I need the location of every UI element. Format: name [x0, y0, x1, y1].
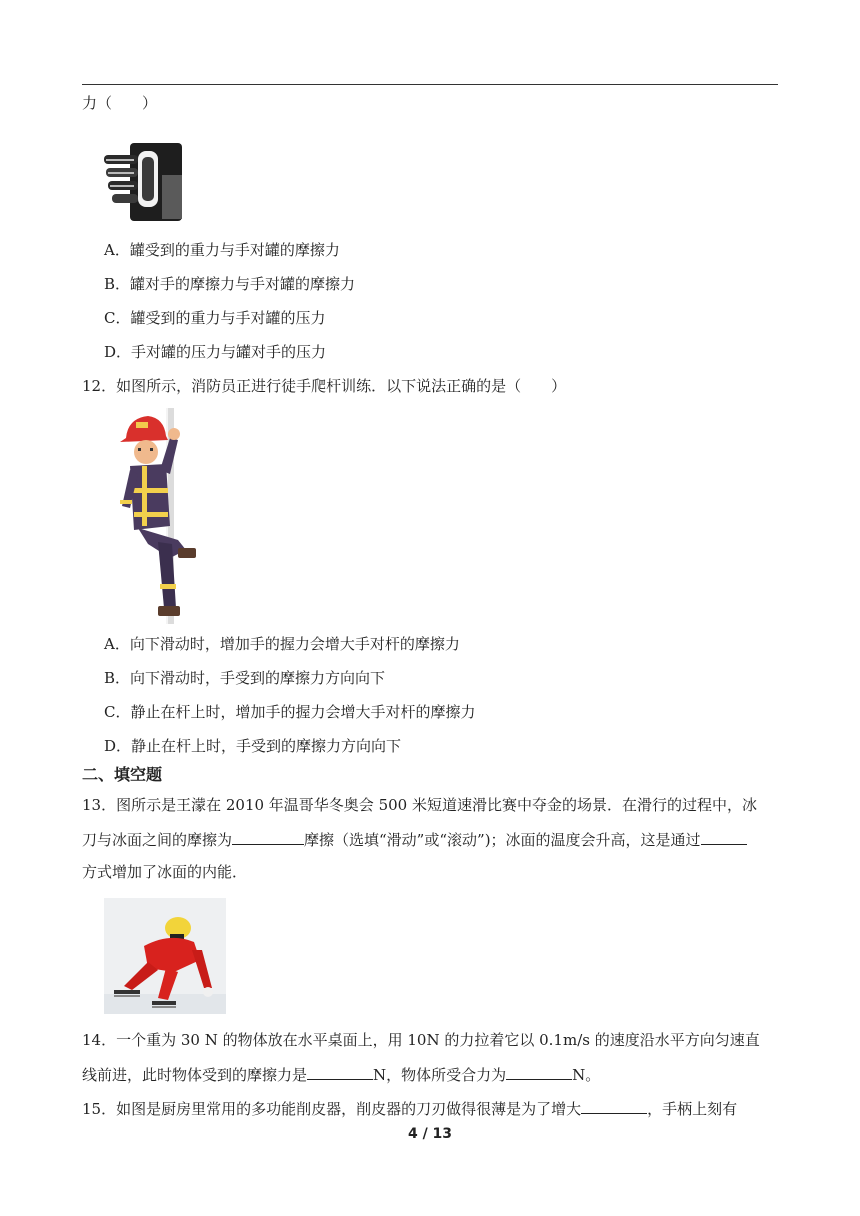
- section-heading-fill-in: 二、填空题: [82, 765, 163, 784]
- q11-option-c: C．罐受到的重力与手对罐的压力: [104, 309, 326, 327]
- q13-blank-2[interactable]: [701, 829, 747, 845]
- q12-option-c: C．静止在杆上时，增加手的握力会增大手对杆的摩擦力: [104, 703, 476, 721]
- q14-line1: 14．一个重为 30 N 的物体放在水平桌面上，用 10N 的力拉着它以 0.1m/s 的速度沿水平方向匀速直: [82, 1031, 760, 1049]
- q14-blank-2[interactable]: [506, 1064, 572, 1080]
- q13-line2-text-a: 刀与冰面之间的摩擦为: [82, 831, 233, 849]
- q15-line1-text-a: 15．如图是厨房里常用的多功能削皮器，削皮器的刀刃做得很薄是为了增大: [82, 1100, 582, 1118]
- q13-line2: [82, 829, 747, 850]
- q11-stem-tail: 力（ ）: [82, 94, 158, 112]
- q11-option-a: A．罐受到的重力与手对罐的摩擦力: [104, 241, 340, 259]
- q13-blank-1[interactable]: [232, 829, 304, 845]
- q14-line2-text-c: N。: [572, 1066, 601, 1084]
- firefighter-climbing-pole-image: [108, 408, 212, 624]
- q14-line2: [82, 1064, 600, 1085]
- q11-option-d: D．手对罐的压力与罐对手的压力: [104, 343, 327, 361]
- speed-skater-image: [104, 898, 226, 1014]
- q15-line1: [82, 1098, 737, 1119]
- q14-blank-1[interactable]: [307, 1064, 373, 1080]
- q13-line1: 13．图所示是王濛在 2010 年温哥华冬奥会 500 米短道速滑比赛中夺金的场景．在滑行的过程中，冰: [82, 796, 757, 814]
- q13-line2-text-b: 摩擦（选填“滑动”或“滚动”)；冰面的温度会升高，这是通过: [304, 831, 701, 849]
- q12-option-b: B．向下滑动时，手受到的摩擦力方向向下: [104, 669, 386, 687]
- page-number: 4 / 13: [407, 1126, 453, 1142]
- q12-option-d: D．静止在杆上时，手受到的摩擦力方向向下: [104, 737, 402, 755]
- q15-blank-1[interactable]: [581, 1098, 647, 1114]
- hand-holding-can-image: [102, 135, 188, 225]
- q15-line1-text-b: ，手柄上刻有: [647, 1100, 738, 1118]
- q13-line3: 方式增加了冰面的内能．: [82, 863, 248, 881]
- q12-stem: 12．如图所示，消防员正进行徒手爬杆训练．以下说法正确的是（ ）: [82, 377, 567, 395]
- q12-option-a: A．向下滑动时，增加手的握力会增大手对杆的摩擦力: [104, 635, 460, 653]
- q14-line2-text-b: N，物体所受合力为: [373, 1066, 507, 1084]
- q14-line2-text-a: 线前进，此时物体受到的摩擦力是: [82, 1066, 308, 1084]
- header-rule: [82, 84, 778, 85]
- q11-option-b: B．罐对手的摩擦力与手对罐的摩擦力: [104, 275, 356, 293]
